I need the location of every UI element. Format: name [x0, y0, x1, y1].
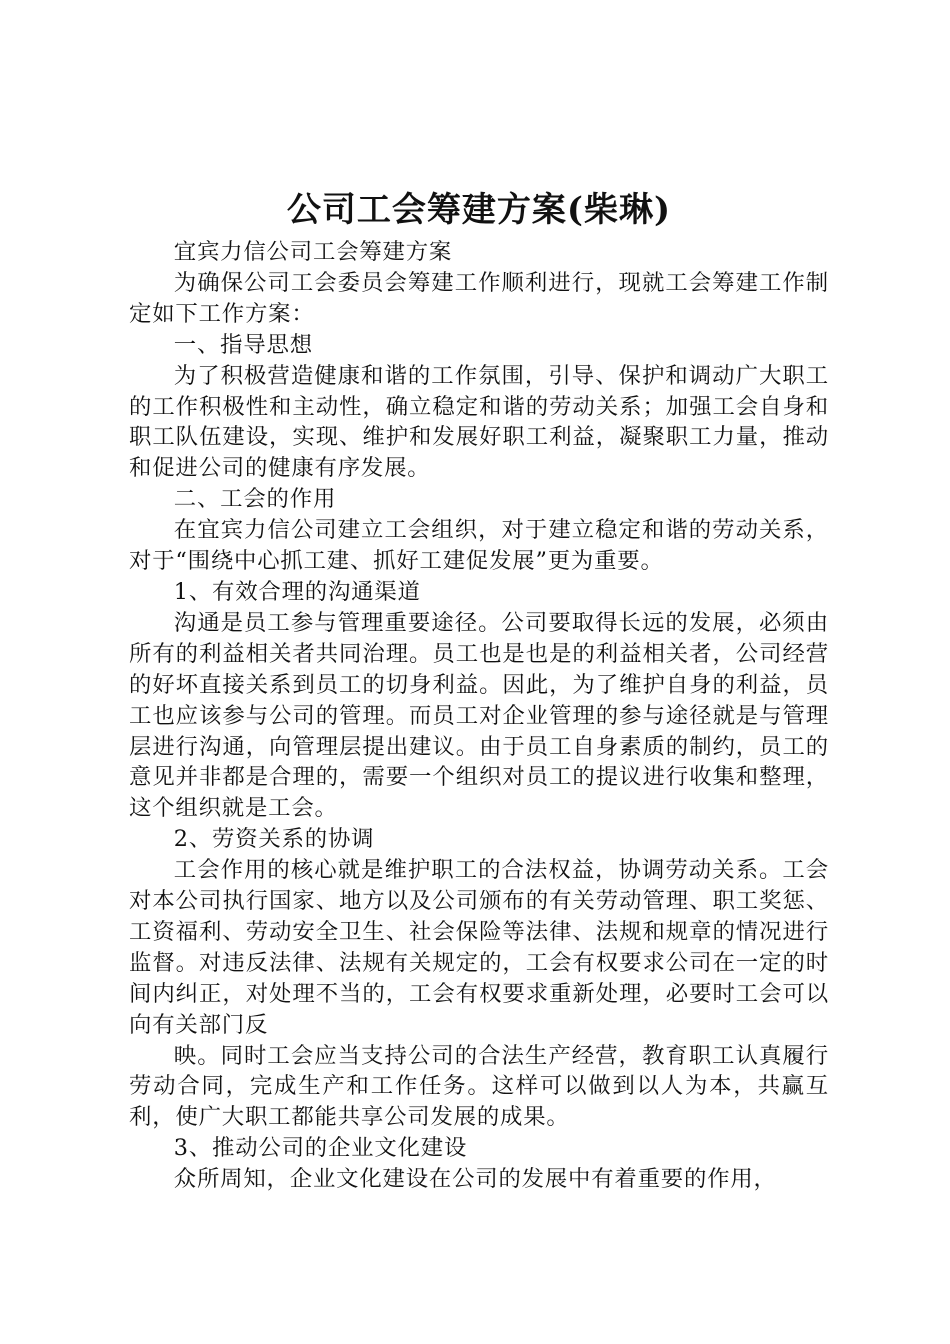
subheading-labor-relations: 2、劳资关系的协调 — [173, 826, 375, 853]
document-page — [129, 185, 829, 1195]
labor-relations-continued: 映。同时工会应当支持公司的合法生产经营，教育职工认真履行劳动合同，完成生产和工作任务。这样可以做到以人为本，共赢互利，使广大职工都能共享公司发展的成果。 — [129, 1042, 829, 1131]
doc-subtitle: 宜宾力信公司工会筹建方案 — [173, 239, 453, 265]
union-role-paragraph: 在宜宾力信公司建立工会组织，对于建立稳定和谐的劳动关系，对于“围绕中心抓工建、抓好工建促发展”更为重要。 — [129, 517, 829, 575]
corporate-culture-paragraph: 众所周知，企业文化建设在公司的发展中有着重要的作用， — [173, 1166, 777, 1193]
section-heading-guiding-ideology: 一、指导思想 — [173, 331, 313, 358]
document-title: 公司工会筹建方案(柴琳) — [286, 190, 672, 230]
communication-paragraph: 沟通是员工参与管理重要途径。公司要取得长远的发展，必须由所有的利益相关者共同治理。员工也是也是的利益相关者，公司经营的好坏直接关系到员工的切身利益。因此，为了维护自身的利益，员工也应该参与公司的管理。而员工对企业管理的参与途径就是与管理层进行沟通，向管理层提出建议。由于员工自身素质的制约，员工的意见并非都是合理的，需要一个组织对员工的提议进行收集和整理，这个组织就是工会。 — [129, 609, 829, 822]
labor-relations-paragraph: 工会作用的核心就是维护职工的合法权益，协调劳动关系。工会对本公司执行国家、地方以及公司颁布的有关劳动管理、职工奖惩、工资福利、劳动安全卫生、社会保险等法律、法规和规章的情况进行监督。对违反法律、法规有关规定的，工会有权要求公司在一定的时间内纠正，对处理不当的，工会有权要求重新处理，必要时工会可以向有关部门反 — [129, 857, 829, 1038]
subheading-corporate-culture: 3、推动公司的企业文化建设 — [173, 1135, 468, 1162]
subheading-communication: 1、有效合理的沟通渠道 — [173, 578, 421, 605]
document-body — [129, 237, 829, 1195]
intro-paragraph: 为确保公司工会委员会筹建工作顺利进行，现就工会筹建工作制定如下工作方案： — [129, 269, 829, 327]
guiding-ideology-paragraph: 为了积极营造健康和谐的工作氛围，引导、保护和调动广大职工的工作积极性和主动性，确立稳定和谐的劳动关系；加强工会自身和职工队伍建设，实现、维护和发展好职工利益，凝聚职工力量，推动和促进公司的健康有序发展。 — [129, 362, 829, 482]
section-heading-union-role: 二、工会的作用 — [173, 486, 337, 513]
